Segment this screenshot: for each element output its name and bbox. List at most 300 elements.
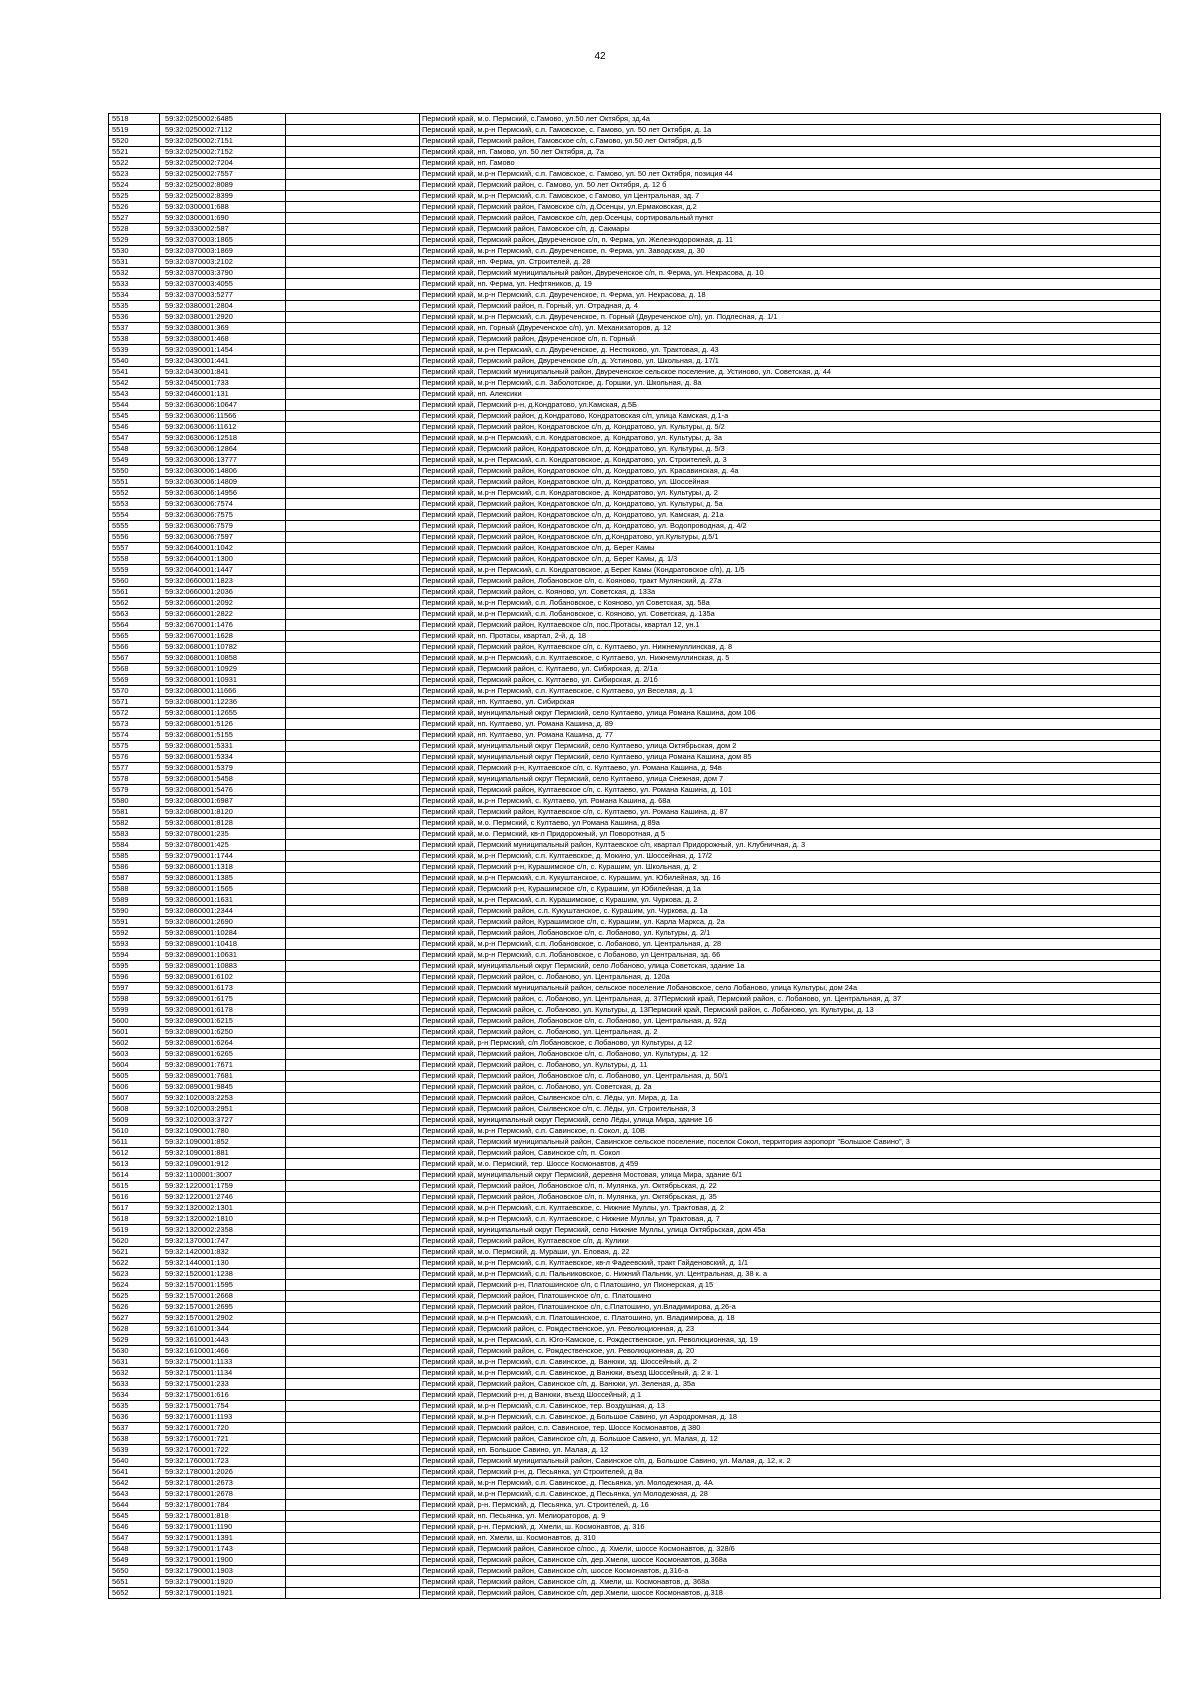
cadastral-number-cell: 59:32:0890001:6178 (160, 1005, 286, 1016)
empty-cell (286, 752, 420, 763)
empty-cell (286, 235, 420, 246)
row-number-cell: 5617 (109, 1203, 160, 1214)
table-row (109, 609, 1161, 620)
empty-cell (286, 543, 420, 554)
cadastral-number-cell: 59:32:0660001:2092 (160, 598, 286, 609)
cadastral-number-cell: 59:32:1220001:1759 (160, 1181, 286, 1192)
row-number-cell: 5540 (109, 356, 160, 367)
row-number-cell: 5563 (109, 609, 160, 620)
row-number-cell: 5542 (109, 378, 160, 389)
empty-cell (286, 488, 420, 499)
empty-cell (286, 191, 420, 202)
address-cell: Пермский край, м.р-н Пермский, с.п. Савинское, тер. Воздушная, д. 13 (420, 1401, 1161, 1412)
address-cell: Пермский край, муниципальный округ Пермский, село Култаево, улица Романа Кашина, дом 106 (420, 708, 1161, 719)
cadastral-number-cell: 59:32:1790001:1903 (160, 1566, 286, 1577)
row-number-cell: 5592 (109, 928, 160, 939)
row-number-cell: 5606 (109, 1082, 160, 1093)
table-row (109, 543, 1161, 554)
empty-cell (286, 125, 420, 136)
table-row (109, 1401, 1161, 1412)
address-cell: Пермский край, Пермский район, Кондратовское с/п, д. Кондратово, ул. Культуры, д. 5/3 (420, 444, 1161, 455)
cadastral-number-cell: 59:32:1100001:3007 (160, 1170, 286, 1181)
row-number-cell: 5569 (109, 675, 160, 686)
row-number-cell: 5615 (109, 1181, 160, 1192)
table-row (109, 1423, 1161, 1434)
address-cell: Пермский край, м.р-н Пермский, с.п. Култаевское, с Нижние Муллы, ул Трактовая, д. 7 (420, 1214, 1161, 1225)
row-number-cell: 5631 (109, 1357, 160, 1368)
address-cell: Пермский край, Пермский район, Култаевское с/п, д. Кулики (420, 1236, 1161, 1247)
empty-cell (286, 1390, 420, 1401)
cadastral-number-cell: 59:32:0250002:7151 (160, 136, 286, 147)
cadastral-number-cell: 59:32:1610001:443 (160, 1335, 286, 1346)
table-row (109, 796, 1161, 807)
table-row (109, 1115, 1161, 1126)
empty-cell (286, 246, 420, 257)
empty-cell (286, 994, 420, 1005)
cadastral-number-cell: 59:32:0300001:688 (160, 202, 286, 213)
empty-cell (286, 1115, 420, 1126)
address-cell: Пермский край, муниципальный округ Пермский, село Култаево, улица Октябрьская, дом 2 (420, 741, 1161, 752)
table-row (109, 1104, 1161, 1115)
row-number-cell: 5544 (109, 400, 160, 411)
address-cell: Пермский край, Пермский район, Кондратовское с/п, д. Кондратово, ул. Камская, д. 21а (420, 510, 1161, 521)
empty-cell (286, 224, 420, 235)
empty-cell (286, 213, 420, 224)
cadastral-number-cell: 59:32:0890001:6250 (160, 1027, 286, 1038)
table-row (109, 1511, 1161, 1522)
address-cell: Пермский край, м.р-н Пермский, с.п. Двуреченское, п. Горный (Двуреченское с/п), ул. Подлесная, д. 1/1 (420, 312, 1161, 323)
empty-cell (286, 147, 420, 158)
table-row (109, 807, 1161, 818)
empty-cell (286, 477, 420, 488)
table-row (109, 1577, 1161, 1588)
address-cell: Пермский край, Пермский муниципальный район, Савинское с/п, д. Большое Савино, ул. Малая, д. 12, к. 2 (420, 1456, 1161, 1467)
table-row (109, 1368, 1161, 1379)
address-cell: Пермский край, Пермский район, п. Горный, ул. Отрадная, д. 4 (420, 301, 1161, 312)
row-number-cell: 5554 (109, 510, 160, 521)
row-number-cell: 5584 (109, 840, 160, 851)
address-cell: Пермский край, Пермский район, Кондратовское с/п, д. Кондратово, ул. Водопроводная, д. 4/2 (420, 521, 1161, 532)
table-row (109, 1027, 1161, 1038)
table-row (109, 1313, 1161, 1324)
empty-cell (286, 1181, 420, 1192)
cadastral-number-cell: 59:32:0370003:3790 (160, 268, 286, 279)
cadastral-number-cell: 59:32:0680001:5331 (160, 741, 286, 752)
address-cell: Пермский край, Пермский район, Кондратовское с/п, д. Кондратово, ул. Шоссейная (420, 477, 1161, 488)
row-number-cell: 5614 (109, 1170, 160, 1181)
cadastral-number-cell: 59:32:0680001:5476 (160, 785, 286, 796)
empty-cell (286, 1258, 420, 1269)
cadastral-number-cell: 59:32:0860001:1385 (160, 873, 286, 884)
cadastral-number-cell: 59:32:0640001:1042 (160, 543, 286, 554)
table-row (109, 1324, 1161, 1335)
row-number-cell: 5537 (109, 323, 160, 334)
table-row (109, 1236, 1161, 1247)
cadastral-number-cell: 59:32:1370001:747 (160, 1236, 286, 1247)
table-row (109, 950, 1161, 961)
table-row (109, 1016, 1161, 1027)
row-number-cell: 5585 (109, 851, 160, 862)
row-number-cell: 5568 (109, 664, 160, 675)
address-cell: Пермский край, Пермский район, Савинское с/п, дер.Хмели, шоссе Космонавтов, д.368а (420, 1555, 1161, 1566)
table-row (109, 1082, 1161, 1093)
address-cell: Пермский край, нп. Култаево, ул. Сибирская (420, 697, 1161, 708)
table-row (109, 1544, 1161, 1555)
empty-cell (286, 1335, 420, 1346)
row-number-cell: 5629 (109, 1335, 160, 1346)
table-row (109, 356, 1161, 367)
row-number-cell: 5533 (109, 279, 160, 290)
row-number-cell: 5598 (109, 994, 160, 1005)
empty-cell (286, 664, 420, 675)
table-row (109, 477, 1161, 488)
cadastral-number-cell: 59:32:0890001:6264 (160, 1038, 286, 1049)
address-cell: Пермский край, нп. Гамово, ул. 50 лет Октября, д. 7а (420, 147, 1161, 158)
cadastral-number-cell: 59:32:0890001:6265 (160, 1049, 286, 1060)
address-cell: Пермский край, м.р-н Пермский, с. Култаево, ул. Романа Кашина, д. 68а (420, 796, 1161, 807)
address-cell: Пермский край, м.р-н Пермский, с.п. Юго-Камское, с. Рождественское, ул. Революционная, зд. 19 (420, 1335, 1161, 1346)
row-number-cell: 5562 (109, 598, 160, 609)
table-row (109, 1071, 1161, 1082)
empty-cell (286, 1313, 420, 1324)
row-number-cell: 5642 (109, 1478, 160, 1489)
empty-cell (286, 400, 420, 411)
cadastral-number-cell: 59:32:1320002:1301 (160, 1203, 286, 1214)
table-row (109, 400, 1161, 411)
empty-cell (286, 532, 420, 543)
cadastral-number-cell: 59:32:0660001:2822 (160, 609, 286, 620)
row-number-cell: 5601 (109, 1027, 160, 1038)
empty-cell (286, 1027, 420, 1038)
address-cell: Пермский край, Пермский муниципальный район, Двуреченское с/п, п. Ферма, ул. Некрасова, д. 10 (420, 268, 1161, 279)
address-cell: Пермский край, Пермский район, Платошинское с/п, с.Платошино, ул.Владимирова, д.26-а (420, 1302, 1161, 1313)
address-cell: Пермский край, м.р-н Пермский, с.п. Двуреченское, п. Ферма, ул. Заводская, д. 30 (420, 246, 1161, 257)
row-number-cell: 5571 (109, 697, 160, 708)
empty-cell (286, 422, 420, 433)
row-number-cell: 5523 (109, 169, 160, 180)
cadastral-number-cell: 59:32:1780001:2678 (160, 1489, 286, 1500)
empty-cell (286, 807, 420, 818)
cadastral-number-cell: 59:32:0890001:10883 (160, 961, 286, 972)
row-number-cell: 5557 (109, 543, 160, 554)
cadastral-number-cell: 59:32:0390001:1454 (160, 345, 286, 356)
cadastral-number-cell: 59:32:1570001:2668 (160, 1291, 286, 1302)
row-number-cell: 5649 (109, 1555, 160, 1566)
empty-cell (286, 334, 420, 345)
table-row (109, 224, 1161, 235)
cadastral-number-cell: 59:32:0890001:7681 (160, 1071, 286, 1082)
address-cell: Пермский край, Пермский район, Кондратовское с/п, д. Берег Камы, д. 1/3 (420, 554, 1161, 565)
cadastral-number-cell: 59:32:0790001:1744 (160, 851, 286, 862)
table-row (109, 268, 1161, 279)
cadastral-number-cell: 59:32:0250002:7557 (160, 169, 286, 180)
table-row (109, 1247, 1161, 1258)
empty-cell (286, 180, 420, 191)
row-number-cell: 5521 (109, 147, 160, 158)
empty-cell (286, 774, 420, 785)
table-row (109, 1170, 1161, 1181)
empty-cell (286, 708, 420, 719)
address-cell: Пермский край, Пермский район, Савинское с/п, п. Сокол (420, 1148, 1161, 1159)
address-cell: Пермский край, Пермский район, Култаевское с/п, пос.Протасы, квартал 12, ун.1 (420, 620, 1161, 631)
address-cell: Пермский край, Пермский р-н, д Ванюки, въезд Шоссейный, д 1 (420, 1390, 1161, 1401)
address-cell: Пермский край, Пермский район, с. Лобаново, ул. Культуры, д. 13Пермский край, Пермский район, с. Лобаново, ул. Культуры, д. 13 (420, 1005, 1161, 1016)
cadastral-number-cell: 59:32:1420001:832 (160, 1247, 286, 1258)
empty-cell (286, 257, 420, 268)
row-number-cell: 5548 (109, 444, 160, 455)
table-row (109, 499, 1161, 510)
cadastral-number-cell: 59:32:0680001:10929 (160, 664, 286, 675)
address-cell: Пермский край, Пермский район, Гамовское с/п, дер.Осенцы, сортировальный пункт (420, 213, 1161, 224)
cadastral-number-cell: 59:32:0860001:1318 (160, 862, 286, 873)
cadastral-number-cell: 59:32:0630006:14806 (160, 466, 286, 477)
cadastral-number-cell: 59:32:0680001:5126 (160, 719, 286, 730)
empty-cell (286, 631, 420, 642)
cadastral-number-cell: 59:32:0680001:5458 (160, 774, 286, 785)
table-row (109, 1566, 1161, 1577)
row-number-cell: 5630 (109, 1346, 160, 1357)
address-cell: Пермский край, Пермский район, Кондратовское с/п, д. Берег Камы (420, 543, 1161, 554)
address-cell: Пермский край, Пермский район, с. Лобаново, ул. Центральная, д. 2 (420, 1027, 1161, 1038)
table-row (109, 983, 1161, 994)
row-number-cell: 5567 (109, 653, 160, 664)
row-number-cell: 5534 (109, 290, 160, 301)
empty-cell (286, 136, 420, 147)
empty-cell (286, 829, 420, 840)
cadastral-number-cell: 59:32:0250002:7152 (160, 147, 286, 158)
address-cell: Пермский край, Пермский район, Гамовское с/п, д. Сакмары (420, 224, 1161, 235)
row-number-cell: 5610 (109, 1126, 160, 1137)
address-cell: Пермский край, м.р-н Пермский, с.п. Савинское, д Ванюки, въезд Шоссейный, д. 2 к. 1 (420, 1368, 1161, 1379)
row-number-cell: 5583 (109, 829, 160, 840)
table-row (109, 1588, 1161, 1599)
cadastral-number-cell: 59:32:0250002:8399 (160, 191, 286, 202)
row-number-cell: 5599 (109, 1005, 160, 1016)
table-row (109, 631, 1161, 642)
row-number-cell: 5612 (109, 1148, 160, 1159)
empty-cell (286, 312, 420, 323)
row-number-cell: 5522 (109, 158, 160, 169)
empty-cell (286, 598, 420, 609)
cadastral-number-cell: 59:32:1760001:723 (160, 1456, 286, 1467)
empty-cell (286, 906, 420, 917)
table-row (109, 906, 1161, 917)
cadastral-number-cell: 59:32:0680001:12655 (160, 708, 286, 719)
table-row (109, 565, 1161, 576)
empty-cell (286, 378, 420, 389)
cadastral-number-cell: 59:32:0680001:12236 (160, 697, 286, 708)
table-row (109, 873, 1161, 884)
cadastral-number-cell: 59:32:0680001:5334 (160, 752, 286, 763)
address-cell: Пермский край, м.р-н Пермский, с.п. Лобановское, с Кояново, ул Советская, зд. 58а (420, 598, 1161, 609)
table-row (109, 510, 1161, 521)
empty-cell (286, 411, 420, 422)
table-row (109, 1214, 1161, 1225)
cadastral-number-cell: 59:32:0460001:131 (160, 389, 286, 400)
row-number-cell: 5570 (109, 686, 160, 697)
address-cell: Пермский край, Пермский район, с.п. Кукуштанское, с. Курашим, ул. Чуркова, д. 1а (420, 906, 1161, 917)
cadastral-number-cell: 59:32:0330002:587 (160, 224, 286, 235)
table-row (109, 1269, 1161, 1280)
table-row (109, 279, 1161, 290)
cadastral-number-cell: 59:32:0380001:369 (160, 323, 286, 334)
address-cell: Пермский край, Пермский район, с. Рождественское, ул. Революционная, д. 20 (420, 1346, 1161, 1357)
row-number-cell: 5586 (109, 862, 160, 873)
empty-cell (286, 1555, 420, 1566)
address-cell: Пермский край, м.р-н Пермский, с.п. Култаевское, с Култаево, ул Веселая, д. 1 (420, 686, 1161, 697)
table-row (109, 389, 1161, 400)
table-row (109, 686, 1161, 697)
row-number-cell: 5579 (109, 785, 160, 796)
cadastral-number-cell: 59:32:1090001:780 (160, 1126, 286, 1137)
empty-cell (286, 785, 420, 796)
empty-cell (286, 1368, 420, 1379)
cadastral-number-cell: 59:32:0630006:14956 (160, 488, 286, 499)
address-cell: Пермский край, м.р-н Пермский, с.п. Култаевское, с Култаево, ул. Нижнемуллинская, д. 5 (420, 653, 1161, 664)
address-cell: Пермский край, Пермский район, Сылвенское с/п, с. Лёды, ул. Мира, д. 1а (420, 1093, 1161, 1104)
row-number-cell: 5535 (109, 301, 160, 312)
cadastral-number-cell: 59:32:0680001:10931 (160, 675, 286, 686)
table-row (109, 213, 1161, 224)
row-number-cell: 5527 (109, 213, 160, 224)
cadastral-number-cell: 59:32:1220001:2746 (160, 1192, 286, 1203)
cadastral-number-cell: 59:32:0380001:2804 (160, 301, 286, 312)
table-row (109, 697, 1161, 708)
address-cell: Пермский край, м.р-н Пермский, с.п. Кондратовское, д. Кондратово, ул. Строителей, д. 3 (420, 455, 1161, 466)
table-row (109, 1192, 1161, 1203)
address-cell: Пермский край, м.р-н Пермский, с.п. Двуреченское, д. Нестюково, ул. Трактовая, д. 43 (420, 345, 1161, 356)
cadastral-number-cell: 59:32:0630006:7575 (160, 510, 286, 521)
cadastral-number-cell: 59:32:0890001:6175 (160, 994, 286, 1005)
address-cell: Пермский край, м.р-н Пермский, с.п. Двуреченское, п. Ферма, ул. Некрасова, д. 18 (420, 290, 1161, 301)
table-row (109, 455, 1161, 466)
row-number-cell: 5550 (109, 466, 160, 477)
row-number-cell: 5551 (109, 477, 160, 488)
address-cell: Пермский край, Пермский район, Кондратовское с/п, д. Кондратово, ул. Красавинская, д. 4а (420, 466, 1161, 477)
address-cell: Пермский край, Пермский район, Кондратовское с/п, д.Кондратово, ул.Культуры, д.5/1 (420, 532, 1161, 543)
address-cell: Пермский край, м.р-н Пермский, с.п. Лобановское, с. Лобаново, ул. Центральная, д. 28 (420, 939, 1161, 950)
cadastral-number-cell: 59:32:0370003:1869 (160, 246, 286, 257)
address-cell: Пермский край, Пермский р-н, Платошинское с/п, с Платошино, ул Пионерская, д 15 (420, 1280, 1161, 1291)
table-row (109, 202, 1161, 213)
cadastral-number-cell: 59:32:1780001:784 (160, 1500, 286, 1511)
table-row (109, 1489, 1161, 1500)
table-row (109, 774, 1161, 785)
empty-cell (286, 279, 420, 290)
table-row (109, 675, 1161, 686)
address-cell: Пермский край, р-н. Пермский, д. Хмели, ш. Космонавтов, д. 316 (420, 1522, 1161, 1533)
table-row (109, 741, 1161, 752)
empty-cell (286, 290, 420, 301)
address-cell: Пермский край, Пермский муниципальный район, сельское поселение Лобановское, село Лобаново, улица Культуры, дом 24а (420, 983, 1161, 994)
table-row (109, 136, 1161, 147)
cadastral-number-cell: 59:32:0680001:5155 (160, 730, 286, 741)
row-number-cell: 5632 (109, 1368, 160, 1379)
row-number-cell: 5552 (109, 488, 160, 499)
table-row (109, 147, 1161, 158)
row-number-cell: 5532 (109, 268, 160, 279)
address-cell: Пермский край, Пермский район, с. Култаево, ул. Сибирская, д. 2/1б (420, 675, 1161, 686)
empty-cell (286, 1269, 420, 1280)
cadastral-number-cell: 59:32:1570001:2902 (160, 1313, 286, 1324)
row-number-cell: 5566 (109, 642, 160, 653)
empty-cell (286, 818, 420, 829)
cadastral-number-cell: 59:32:1760001:721 (160, 1434, 286, 1445)
address-cell: Пермский край, м.о. Пермский, тер. Шоссе Космонавтов, д 459 (420, 1159, 1161, 1170)
empty-cell (286, 1247, 420, 1258)
address-cell: Пермский край, нп. Алексики (420, 389, 1161, 400)
cadastral-number-cell: 59:32:1760001:722 (160, 1445, 286, 1456)
address-cell: Пермский край, м.р-н Пермский, с.п. Заболотское, д. Горшки, ул. Школьная, д. 8а (420, 378, 1161, 389)
address-cell: Пермский край, р-н Пермский, с/п Лобановское, с Лобаново, ул Культуры, д 12 (420, 1038, 1161, 1049)
cadastral-number-cell: 59:32:0890001:9845 (160, 1082, 286, 1093)
row-number-cell: 5625 (109, 1291, 160, 1302)
row-number-cell: 5618 (109, 1214, 160, 1225)
cadastral-number-cell: 59:32:0630006:14809 (160, 477, 286, 488)
row-number-cell: 5549 (109, 455, 160, 466)
cadastral-number-cell: 59:32:1020003:2951 (160, 1104, 286, 1115)
empty-cell (286, 697, 420, 708)
table-row (109, 1258, 1161, 1269)
table-row (109, 1291, 1161, 1302)
address-cell: Пермский край, м.р-н Пермский, с.п. Гамовское, с. Гамово, ул. 50 лет Октября, позиция 44 (420, 169, 1161, 180)
address-cell: Пермский край, м.о. Пермский, с.Гамово, ул.50 лет Октября, зд.4а (420, 114, 1161, 125)
table-row (109, 1126, 1161, 1137)
cadastral-number-cell: 59:32:0630006:12864 (160, 444, 286, 455)
cadastral-number-cell: 59:32:0660001:2036 (160, 587, 286, 598)
empty-cell (286, 1060, 420, 1071)
row-number-cell: 5637 (109, 1423, 160, 1434)
table-row (109, 829, 1161, 840)
address-cell: Пермский край, Пермский район, Савинское с/п, д. Хмели, ш. Космонавтов, д. 368а (420, 1577, 1161, 1588)
cadastral-number-cell: 59:32:0680001:6987 (160, 796, 286, 807)
empty-cell (286, 1522, 420, 1533)
table-row (109, 301, 1161, 312)
address-cell: Пермский край, нп. Култаево, ул. Романа Кашина, д. 89 (420, 719, 1161, 730)
table-row (109, 917, 1161, 928)
table-row (109, 158, 1161, 169)
address-cell: Пермский край, нп. Хмели, ш. Космонавтов, д. 310 (420, 1533, 1161, 1544)
row-number-cell: 5600 (109, 1016, 160, 1027)
empty-cell (286, 1225, 420, 1236)
table-row (109, 928, 1161, 939)
address-cell: Пермский край, Пермский район, Лобановское с/п, с. Лобаново, ул. Культуры, д. 2/1 (420, 928, 1161, 939)
table-row (109, 1148, 1161, 1159)
cadastral-number-cell: 59:32:1790001:1920 (160, 1577, 286, 1588)
table-row (109, 312, 1161, 323)
empty-cell (286, 1005, 420, 1016)
empty-cell (286, 576, 420, 587)
empty-cell (286, 1467, 420, 1478)
address-cell: Пермский край, Пермский район, с. Култаево, ул. Сибирская, д. 2/1а (420, 664, 1161, 675)
table-row (109, 1335, 1161, 1346)
empty-cell (286, 928, 420, 939)
table-row (109, 1137, 1161, 1148)
row-number-cell: 5611 (109, 1137, 160, 1148)
address-cell: Пермский край, м.р-н Пермский, с.п. Савинское, д Большое Савино, ул Аэродромная, д. 18 (420, 1412, 1161, 1423)
row-number-cell: 5633 (109, 1379, 160, 1390)
table-row (109, 1555, 1161, 1566)
empty-cell (286, 1423, 420, 1434)
empty-cell (286, 367, 420, 378)
empty-cell (286, 1412, 420, 1423)
cadastral-number-cell: 59:32:0680001:11666 (160, 686, 286, 697)
row-number-cell: 5564 (109, 620, 160, 631)
empty-cell (286, 1434, 420, 1445)
empty-cell (286, 1357, 420, 1368)
address-cell: Пермский край, м.р-н Пермский, с.п. Пальниковское, с. Нижний Пальник, ул. Центральная, д. 38 к. а (420, 1269, 1161, 1280)
row-number-cell: 5587 (109, 873, 160, 884)
